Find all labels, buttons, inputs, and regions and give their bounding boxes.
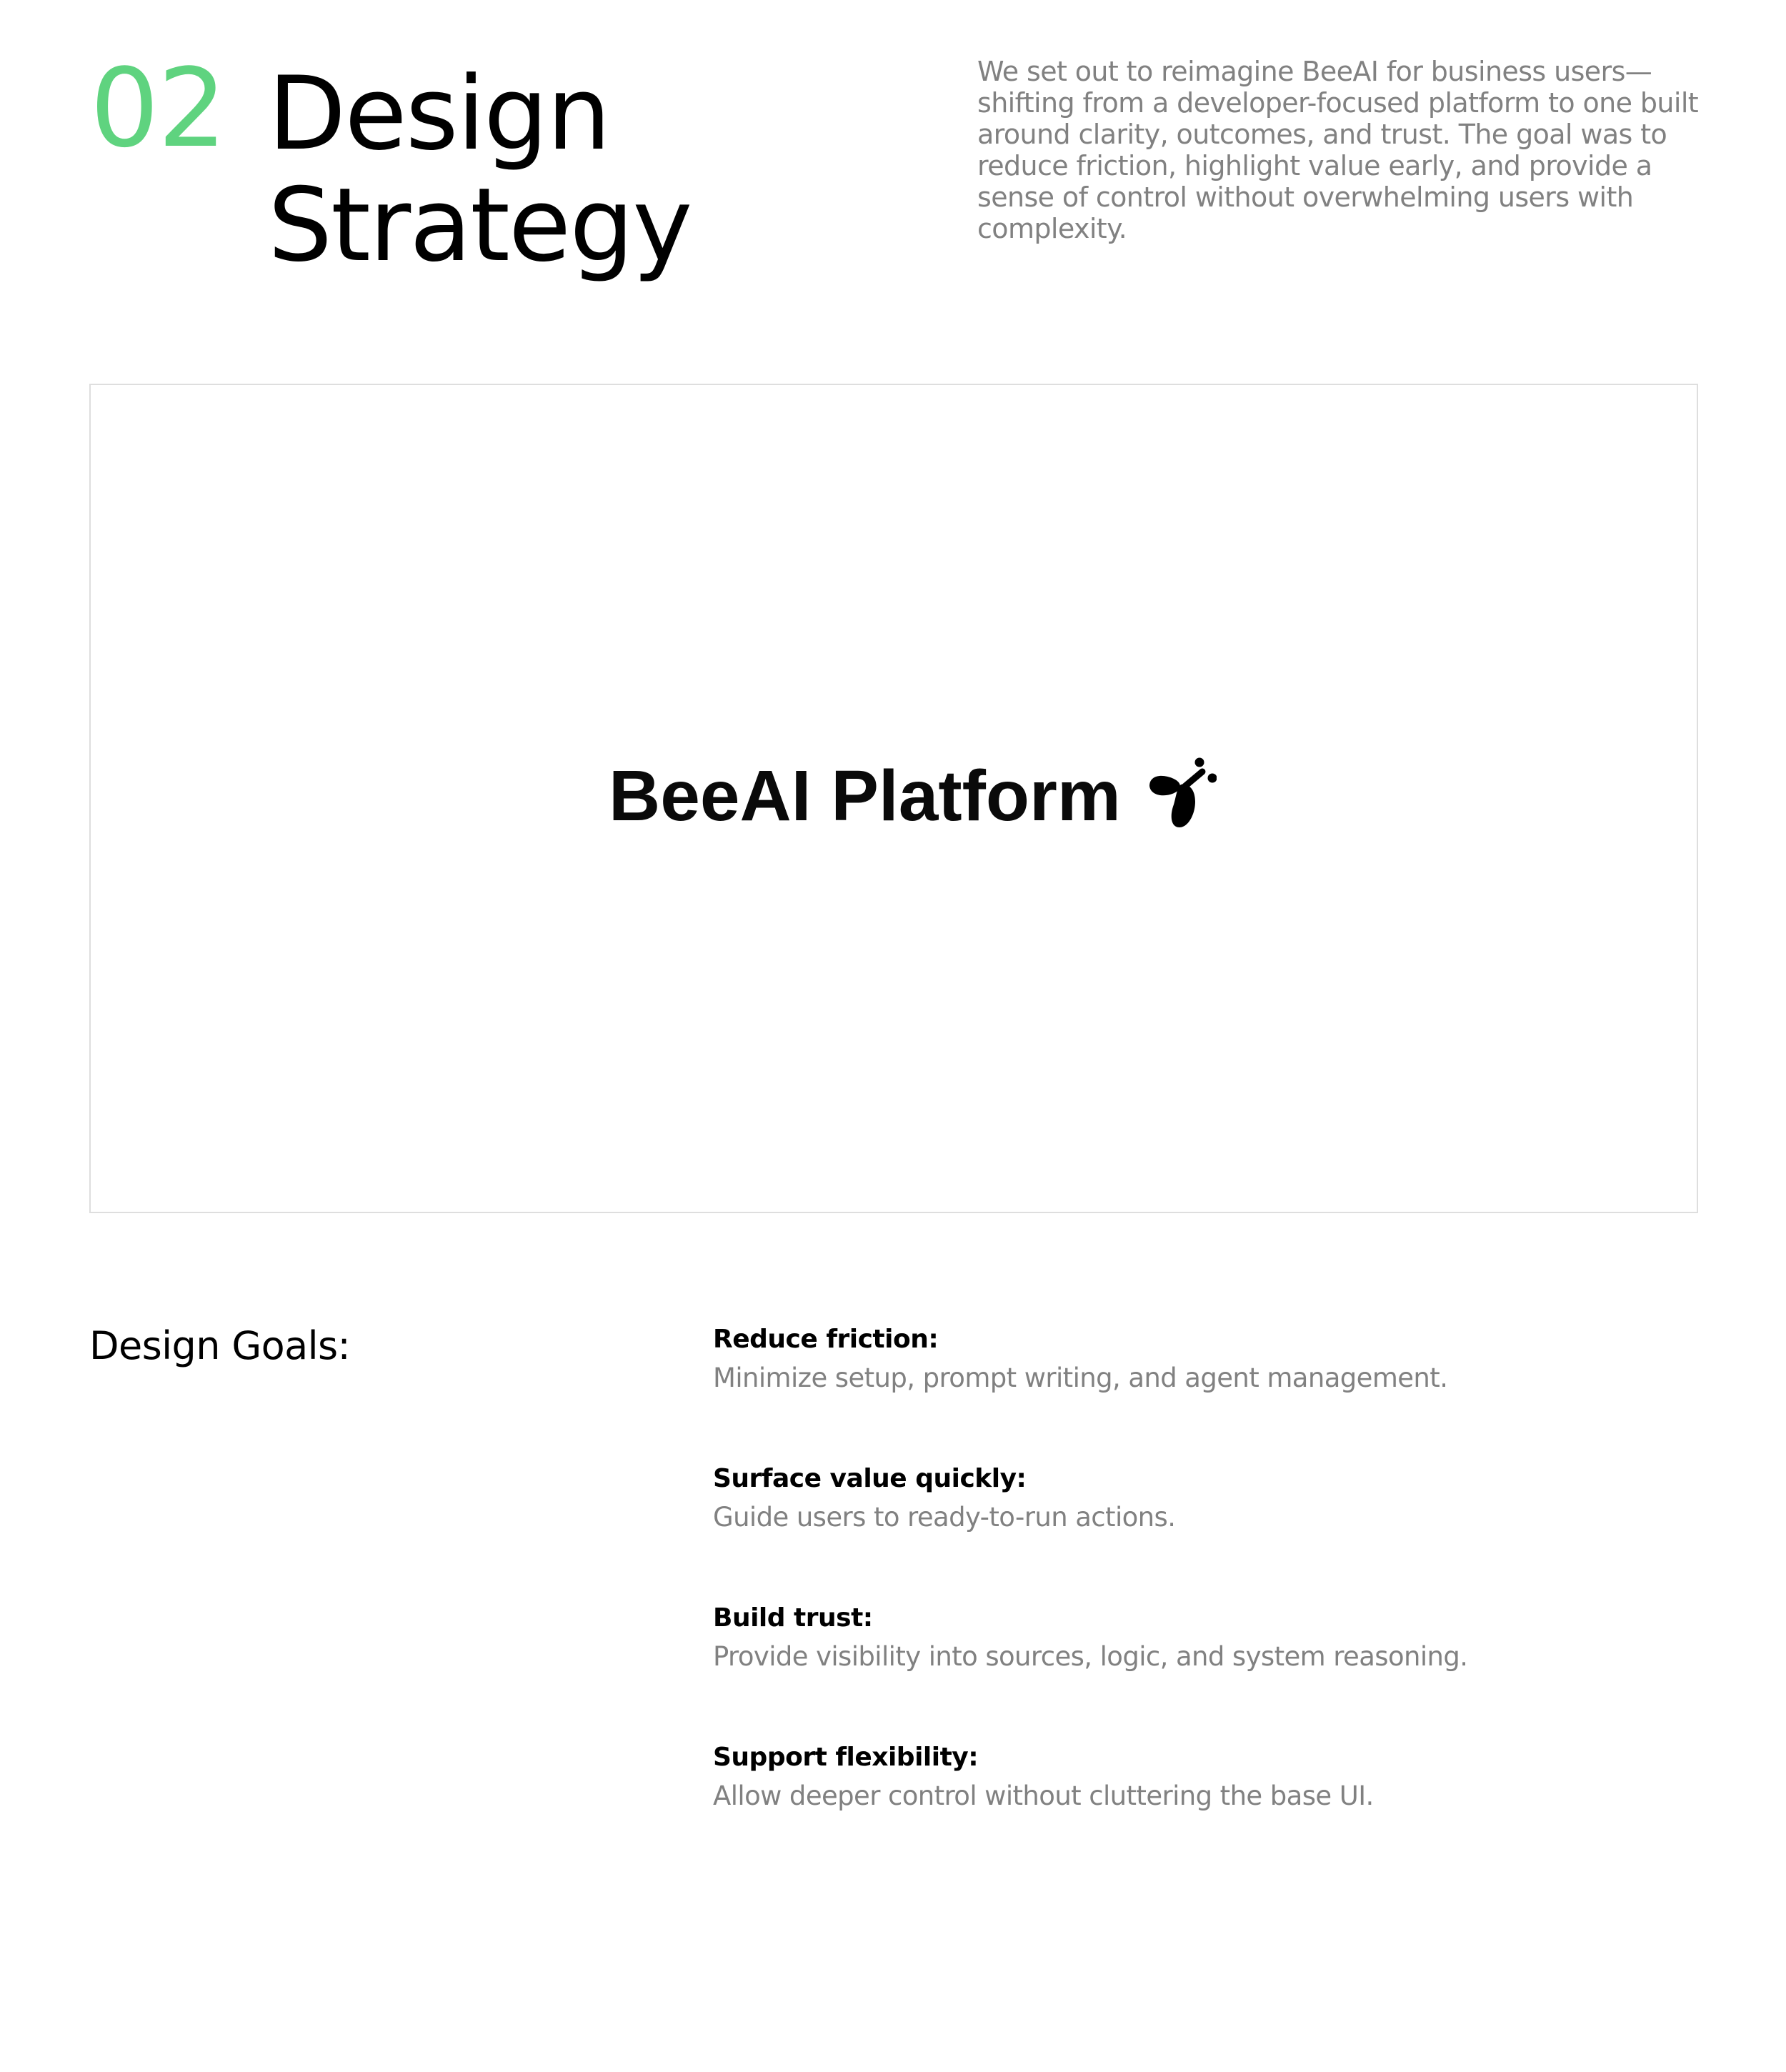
goal-description: Guide users to ready-to-run actions. <box>713 1502 1176 1533</box>
page-title <box>268 55 692 284</box>
goal-title: Surface value quickly: <box>713 1464 1027 1493</box>
goal-description: Provide visibility into sources, logic, and system reasoning. <box>713 1641 1468 1672</box>
brand-lockup <box>609 756 1217 836</box>
design-goals-heading: Design Goals: <box>89 1323 351 1368</box>
goal-description: Minimize setup, prompt writing, and agent management. <box>713 1363 1448 1393</box>
goal-item <box>713 1463 1642 1602</box>
section-number: 02 <box>90 45 226 171</box>
goal-title: Reduce friction: <box>713 1325 939 1354</box>
goal-item <box>713 1741 1642 1881</box>
brand-image-frame <box>89 384 1698 1213</box>
page-title-line-1: Design <box>268 55 610 173</box>
goal-title: Support flexibility: <box>713 1743 979 1772</box>
goal-description: Allow deeper control without cluttering the base UI. <box>713 1780 1374 1811</box>
goal-title: Build trust: <box>713 1603 873 1633</box>
brand-name: BeeAI Platform <box>609 756 1121 836</box>
goal-item <box>713 1323 1642 1463</box>
design-goals-list <box>713 1323 1642 1881</box>
bee-icon <box>1145 757 1217 829</box>
intro-paragraph: We set out to reimagine BeeAI for business users—shifting from a developer-focused platform to one built around clarity, outcomes, and trust. The goal was to reduce friction, highlight value early, and provide a sense of control without overwhelming users with complexity. <box>977 56 1699 244</box>
page-title-line-2: Strategy <box>268 166 692 284</box>
goal-item <box>713 1602 1642 1741</box>
